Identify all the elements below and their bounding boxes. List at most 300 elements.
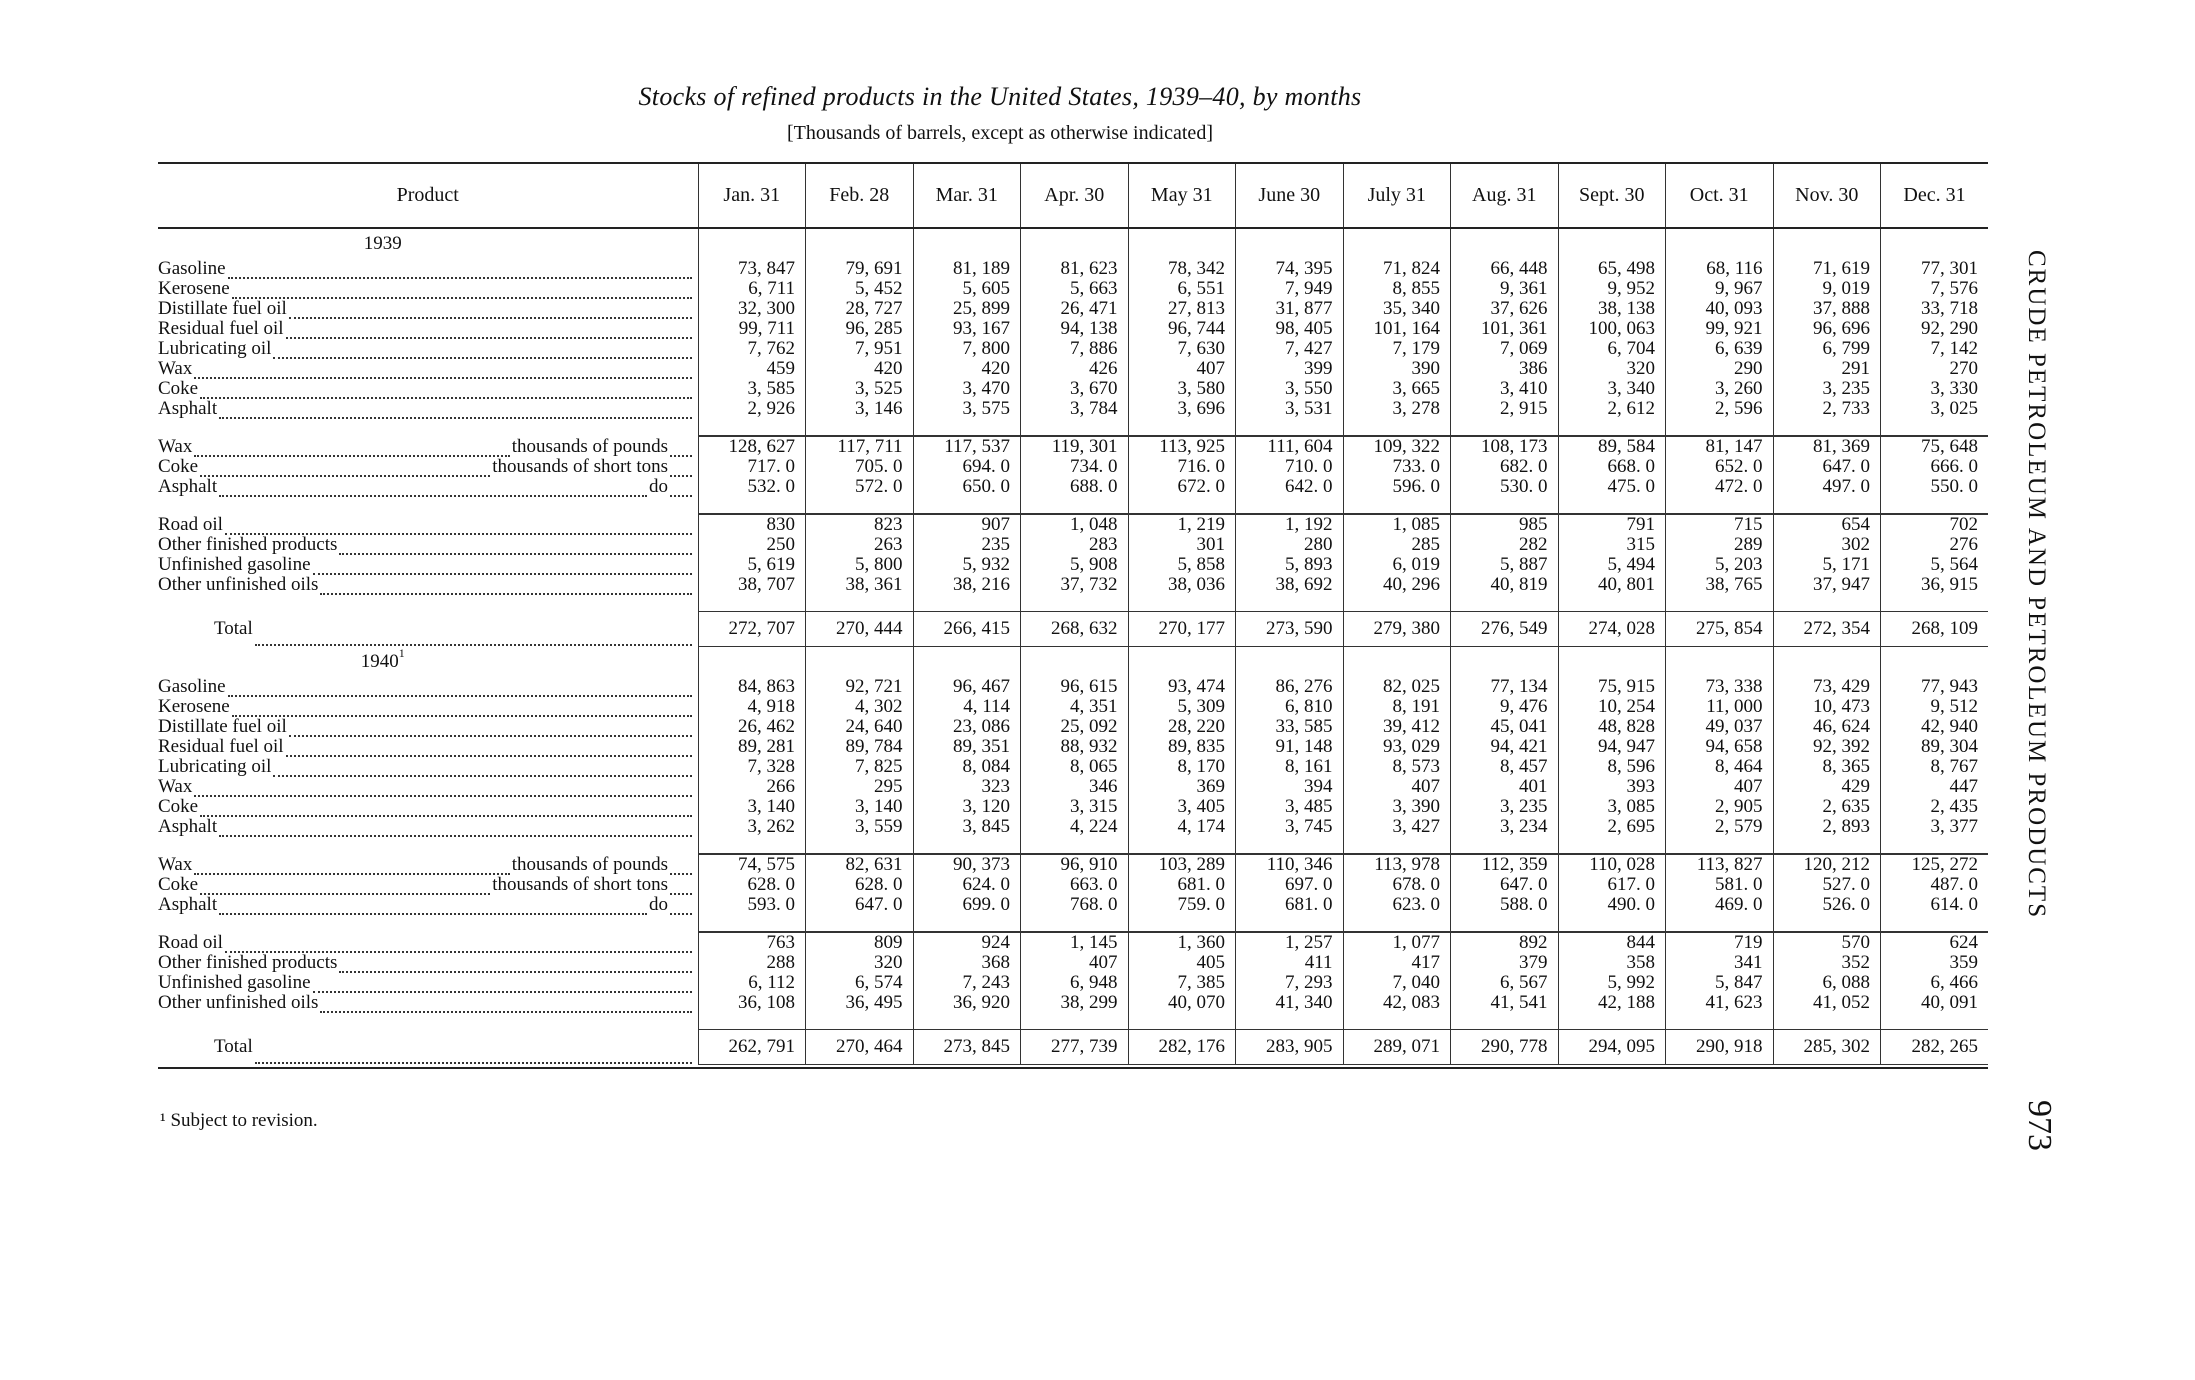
value-cell: 715 bbox=[1666, 514, 1774, 535]
year-row bbox=[158, 647, 1988, 678]
product-name: Lubricating oil bbox=[158, 757, 272, 777]
value-cell: 40, 819 bbox=[1451, 575, 1559, 595]
value-cell: 642. 0 bbox=[1236, 477, 1344, 497]
row-label bbox=[158, 973, 694, 993]
spacer-row bbox=[158, 915, 1988, 932]
product-name: Kerosene bbox=[158, 279, 230, 299]
empty-cell bbox=[1666, 915, 1774, 932]
column-header-month: June 30 bbox=[1236, 163, 1344, 228]
row-label bbox=[158, 379, 694, 399]
empty-cell bbox=[1128, 228, 1236, 259]
empty-cell bbox=[698, 595, 806, 612]
empty-cell bbox=[1021, 915, 1129, 932]
value-cell: 581. 0 bbox=[1666, 875, 1774, 895]
value-cell: 6, 799 bbox=[1773, 339, 1881, 359]
value-cell: 617. 0 bbox=[1558, 875, 1666, 895]
empty-cell bbox=[1451, 595, 1559, 612]
value-cell: 86, 276 bbox=[1236, 677, 1344, 697]
value-cell: 94, 421 bbox=[1451, 737, 1559, 757]
value-cell: 628. 0 bbox=[806, 875, 914, 895]
value-cell: 678. 0 bbox=[1343, 875, 1451, 895]
value-cell: 3, 085 bbox=[1558, 797, 1666, 817]
value-cell: 411 bbox=[1236, 953, 1344, 973]
leader-dots bbox=[219, 404, 692, 419]
empty-cell bbox=[1881, 1013, 1989, 1030]
value-cell: 46, 624 bbox=[1773, 717, 1881, 737]
empty-cell bbox=[1343, 915, 1451, 932]
value-cell: 302 bbox=[1773, 535, 1881, 555]
total-value-cell: 268, 632 bbox=[1021, 612, 1129, 647]
value-cell: 89, 351 bbox=[913, 737, 1021, 757]
value-cell: 530. 0 bbox=[1451, 477, 1559, 497]
leader-dots bbox=[313, 978, 692, 993]
value-cell: 290 bbox=[1666, 359, 1774, 379]
value-cell: 3, 665 bbox=[1343, 379, 1451, 399]
leader-dots bbox=[228, 264, 692, 279]
value-cell: 7, 040 bbox=[1343, 973, 1451, 993]
value-cell: 93, 474 bbox=[1128, 677, 1236, 697]
row-label bbox=[158, 993, 694, 1013]
row-label bbox=[158, 535, 694, 555]
value-cell: 6, 019 bbox=[1343, 555, 1451, 575]
value-cell: 369 bbox=[1128, 777, 1236, 797]
unit-label: do bbox=[649, 477, 668, 497]
empty-cell bbox=[913, 497, 1021, 514]
empty-cell bbox=[1021, 419, 1129, 436]
value-cell: 1, 360 bbox=[1128, 932, 1236, 953]
year-label bbox=[158, 647, 698, 678]
value-cell: 717. 0 bbox=[698, 457, 806, 477]
value-cell: 73, 847 bbox=[698, 259, 806, 279]
value-cell: 92, 721 bbox=[806, 677, 914, 697]
value-cell: 668. 0 bbox=[1558, 457, 1666, 477]
value-cell: 37, 732 bbox=[1021, 575, 1129, 595]
value-cell: 266 bbox=[698, 777, 806, 797]
leader-dots bbox=[670, 880, 692, 895]
value-cell: 7, 825 bbox=[806, 757, 914, 777]
product-name: Residual fuel oil bbox=[158, 319, 284, 339]
value-cell: 407 bbox=[1666, 777, 1774, 797]
value-cell: 390 bbox=[1343, 359, 1451, 379]
value-cell: 111, 604 bbox=[1236, 436, 1344, 457]
value-cell: 694. 0 bbox=[913, 457, 1021, 477]
value-cell: 7, 949 bbox=[1236, 279, 1344, 299]
value-cell: 844 bbox=[1558, 932, 1666, 953]
leader-dots bbox=[194, 782, 692, 797]
product-name: Coke bbox=[158, 797, 199, 817]
column-header-month: Sept. 30 bbox=[1558, 163, 1666, 228]
value-cell: 2, 733 bbox=[1773, 399, 1881, 419]
leader-dots bbox=[200, 880, 490, 895]
row-label bbox=[158, 697, 694, 717]
value-cell: 110, 028 bbox=[1558, 854, 1666, 875]
value-cell: 469. 0 bbox=[1666, 895, 1774, 915]
value-cell: 4, 351 bbox=[1021, 697, 1129, 717]
bottom-rule-row bbox=[158, 1065, 1988, 1069]
product-name: Asphalt bbox=[158, 399, 218, 419]
value-cell: 3, 405 bbox=[1128, 797, 1236, 817]
empty-cell bbox=[1128, 647, 1236, 678]
empty-cell bbox=[806, 497, 914, 514]
value-cell: 99, 711 bbox=[698, 319, 806, 339]
value-cell: 3, 377 bbox=[1881, 817, 1989, 837]
value-cell: 81, 189 bbox=[913, 259, 1021, 279]
value-cell: 74, 395 bbox=[1236, 259, 1344, 279]
leader-dots bbox=[200, 384, 692, 399]
value-cell: 593. 0 bbox=[698, 895, 806, 915]
value-cell: 81, 369 bbox=[1773, 436, 1881, 457]
column-header-product: Product bbox=[158, 163, 698, 228]
page-number: 973 bbox=[2021, 1100, 2058, 1151]
empty-cell bbox=[1021, 647, 1129, 678]
value-cell: 475. 0 bbox=[1558, 477, 1666, 497]
product-name: Coke bbox=[158, 457, 199, 477]
empty-cell bbox=[1128, 1065, 1236, 1069]
empty-cell bbox=[806, 837, 914, 854]
value-cell: 2, 596 bbox=[1666, 399, 1774, 419]
table-row bbox=[158, 477, 1988, 497]
row-label bbox=[158, 515, 694, 535]
value-cell: 9, 967 bbox=[1666, 279, 1774, 299]
value-cell: 393 bbox=[1558, 777, 1666, 797]
unit-label: do bbox=[649, 895, 668, 915]
empty-cell bbox=[1021, 837, 1129, 854]
value-cell: 5, 171 bbox=[1773, 555, 1881, 575]
value-cell: 25, 092 bbox=[1021, 717, 1129, 737]
value-cell: 472. 0 bbox=[1666, 477, 1774, 497]
empty-cell bbox=[1773, 647, 1881, 678]
row-label bbox=[158, 339, 694, 359]
value-cell: 4, 224 bbox=[1021, 817, 1129, 837]
value-cell: 3, 146 bbox=[806, 399, 914, 419]
total-row bbox=[158, 1030, 1988, 1065]
value-cell: 429 bbox=[1773, 777, 1881, 797]
value-cell: 2, 612 bbox=[1558, 399, 1666, 419]
value-cell: 98, 405 bbox=[1236, 319, 1344, 339]
value-cell: 3, 410 bbox=[1451, 379, 1559, 399]
product-name: Unfinished gasoline bbox=[158, 973, 311, 993]
value-cell: 352 bbox=[1773, 953, 1881, 973]
value-cell: 420 bbox=[913, 359, 1021, 379]
product-name: Kerosene bbox=[158, 697, 230, 717]
table-row bbox=[158, 993, 1988, 1013]
empty-cell bbox=[1773, 228, 1881, 259]
table-row bbox=[158, 797, 1988, 817]
empty-cell bbox=[1021, 1013, 1129, 1030]
product-name: Asphalt bbox=[158, 817, 218, 837]
leader-dots bbox=[194, 860, 509, 875]
row-label bbox=[158, 855, 694, 875]
empty-cell bbox=[806, 228, 914, 259]
value-cell: 24, 640 bbox=[806, 717, 914, 737]
value-cell: 3, 120 bbox=[913, 797, 1021, 817]
product-name: Asphalt bbox=[158, 895, 218, 915]
empty-cell bbox=[158, 837, 698, 854]
total-value-cell: 279, 380 bbox=[1343, 612, 1451, 647]
product-cell bbox=[158, 359, 698, 379]
value-cell: 7, 427 bbox=[1236, 339, 1344, 359]
empty-cell bbox=[1666, 419, 1774, 436]
row-label bbox=[158, 555, 694, 575]
empty-cell bbox=[1558, 595, 1666, 612]
leader-dots bbox=[286, 742, 692, 757]
product-name: Other finished products bbox=[158, 953, 338, 973]
empty-cell bbox=[698, 915, 806, 932]
value-cell: 572. 0 bbox=[806, 477, 914, 497]
empty-cell bbox=[1343, 1013, 1451, 1030]
table-row bbox=[158, 757, 1988, 777]
leader-dots bbox=[232, 284, 692, 299]
leader-dots bbox=[339, 958, 692, 973]
empty-cell bbox=[806, 647, 914, 678]
value-cell: 628. 0 bbox=[698, 875, 806, 895]
empty-cell bbox=[1343, 595, 1451, 612]
value-cell: 96, 696 bbox=[1773, 319, 1881, 339]
empty-cell bbox=[1343, 837, 1451, 854]
value-cell: 830 bbox=[698, 514, 806, 535]
value-cell: 702 bbox=[1881, 514, 1989, 535]
value-cell: 36, 108 bbox=[698, 993, 806, 1013]
table-row bbox=[158, 379, 1988, 399]
value-cell: 291 bbox=[1773, 359, 1881, 379]
product-name: Gasoline bbox=[158, 259, 226, 279]
value-cell: 763 bbox=[698, 932, 806, 953]
total-value-cell: 270, 444 bbox=[806, 612, 914, 647]
product-name: Lubricating oil bbox=[158, 339, 272, 359]
value-cell: 907 bbox=[913, 514, 1021, 535]
value-cell: 672. 0 bbox=[1128, 477, 1236, 497]
row-label bbox=[214, 612, 694, 646]
leader-dots bbox=[200, 802, 692, 817]
empty-cell bbox=[806, 595, 914, 612]
product-cell bbox=[158, 777, 698, 797]
empty-cell bbox=[1451, 1065, 1559, 1069]
value-cell: 77, 301 bbox=[1881, 259, 1989, 279]
empty-cell bbox=[1236, 1065, 1344, 1069]
spacer-row bbox=[158, 1013, 1988, 1030]
value-cell: 84, 863 bbox=[698, 677, 806, 697]
total-value-cell: 285, 302 bbox=[1773, 1030, 1881, 1065]
product-cell bbox=[158, 514, 698, 535]
empty-cell bbox=[1558, 419, 1666, 436]
empty-cell bbox=[1558, 915, 1666, 932]
row-label bbox=[158, 477, 694, 497]
table-row bbox=[158, 854, 1988, 875]
row-label bbox=[158, 817, 694, 837]
value-cell: 5, 908 bbox=[1021, 555, 1129, 575]
value-cell: 359 bbox=[1881, 953, 1989, 973]
empty-cell bbox=[913, 1065, 1021, 1069]
value-cell: 3, 278 bbox=[1343, 399, 1451, 419]
footnote: ¹ Subject to revision. bbox=[160, 1110, 318, 1131]
value-cell: 94, 947 bbox=[1558, 737, 1666, 757]
value-cell: 45, 041 bbox=[1451, 717, 1559, 737]
value-cell: 9, 019 bbox=[1773, 279, 1881, 299]
value-cell: 36, 920 bbox=[913, 993, 1021, 1013]
column-header-month: Feb. 28 bbox=[806, 163, 914, 228]
value-cell: 113, 925 bbox=[1128, 436, 1236, 457]
value-cell: 6, 704 bbox=[1558, 339, 1666, 359]
empty-cell bbox=[1236, 419, 1344, 436]
value-cell: 550. 0 bbox=[1881, 477, 1989, 497]
table-row bbox=[158, 737, 1988, 757]
total-value-cell: 276, 549 bbox=[1451, 612, 1559, 647]
year-row bbox=[158, 228, 1988, 259]
total-value-cell: 289, 071 bbox=[1343, 1030, 1451, 1065]
value-cell: 1, 257 bbox=[1236, 932, 1344, 953]
leader-dots bbox=[670, 482, 692, 497]
value-cell: 42, 940 bbox=[1881, 717, 1989, 737]
value-cell: 532. 0 bbox=[698, 477, 806, 497]
value-cell: 666. 0 bbox=[1881, 457, 1989, 477]
product-cell bbox=[158, 973, 698, 993]
value-cell: 11, 000 bbox=[1666, 697, 1774, 717]
column-header-month: Oct. 31 bbox=[1666, 163, 1774, 228]
value-cell: 81, 623 bbox=[1021, 259, 1129, 279]
value-cell: 119, 301 bbox=[1021, 436, 1129, 457]
value-cell: 5, 932 bbox=[913, 555, 1021, 575]
leader-dots bbox=[289, 304, 692, 319]
table-row bbox=[158, 399, 1988, 419]
empty-cell bbox=[1451, 1013, 1559, 1030]
value-cell: 235 bbox=[913, 535, 1021, 555]
value-cell: 8, 191 bbox=[1343, 697, 1451, 717]
value-cell: 4, 918 bbox=[698, 697, 806, 717]
value-cell: 3, 696 bbox=[1128, 399, 1236, 419]
row-label bbox=[158, 933, 694, 953]
value-cell: 38, 299 bbox=[1021, 993, 1129, 1013]
total-value-cell: 277, 739 bbox=[1021, 1030, 1129, 1065]
value-cell: 41, 541 bbox=[1451, 993, 1559, 1013]
unit-label: thousands of pounds bbox=[511, 436, 668, 457]
value-cell: 89, 835 bbox=[1128, 737, 1236, 757]
empty-cell bbox=[1021, 497, 1129, 514]
empty-cell bbox=[1343, 1065, 1451, 1069]
value-cell: 263 bbox=[806, 535, 914, 555]
value-cell: 3, 525 bbox=[806, 379, 914, 399]
table-row bbox=[158, 555, 1988, 575]
empty-cell bbox=[1558, 228, 1666, 259]
empty-cell bbox=[1773, 1065, 1881, 1069]
value-cell: 96, 467 bbox=[913, 677, 1021, 697]
value-cell: 3, 745 bbox=[1236, 817, 1344, 837]
value-cell: 624 bbox=[1881, 932, 1989, 953]
value-cell: 924 bbox=[913, 932, 1021, 953]
empty-cell bbox=[1128, 595, 1236, 612]
value-cell: 90, 373 bbox=[913, 854, 1021, 875]
table-row bbox=[158, 677, 1988, 697]
empty-cell bbox=[1773, 915, 1881, 932]
column-header-month: Apr. 30 bbox=[1021, 163, 1129, 228]
value-cell: 985 bbox=[1451, 514, 1559, 535]
value-cell: 3, 340 bbox=[1558, 379, 1666, 399]
value-cell: 8, 065 bbox=[1021, 757, 1129, 777]
row-label bbox=[158, 757, 694, 777]
value-cell: 26, 471 bbox=[1021, 299, 1129, 319]
value-cell: 41, 340 bbox=[1236, 993, 1344, 1013]
product-cell bbox=[158, 436, 698, 457]
value-cell: 3, 427 bbox=[1343, 817, 1451, 837]
value-cell: 8, 161 bbox=[1236, 757, 1344, 777]
value-cell: 282 bbox=[1451, 535, 1559, 555]
empty-cell bbox=[913, 647, 1021, 678]
value-cell: 3, 234 bbox=[1451, 817, 1559, 837]
value-cell: 734. 0 bbox=[1021, 457, 1129, 477]
empty-cell bbox=[1236, 595, 1344, 612]
value-cell: 89, 584 bbox=[1558, 436, 1666, 457]
row-label bbox=[158, 677, 694, 697]
value-cell: 4, 302 bbox=[806, 697, 914, 717]
value-cell: 31, 877 bbox=[1236, 299, 1344, 319]
empty-cell bbox=[1343, 647, 1451, 678]
empty-cell bbox=[1451, 419, 1559, 436]
leader-dots bbox=[255, 631, 692, 646]
empty-cell bbox=[913, 837, 1021, 854]
empty-cell bbox=[698, 647, 806, 678]
row-label bbox=[158, 875, 694, 895]
value-cell: 35, 340 bbox=[1343, 299, 1451, 319]
table-row bbox=[158, 875, 1988, 895]
row-label bbox=[158, 777, 694, 797]
empty-cell bbox=[1666, 228, 1774, 259]
value-cell: 77, 134 bbox=[1451, 677, 1559, 697]
value-cell: 315 bbox=[1558, 535, 1666, 555]
value-cell: 36, 915 bbox=[1881, 575, 1989, 595]
value-cell: 81, 147 bbox=[1666, 436, 1774, 457]
empty-cell bbox=[806, 915, 914, 932]
value-cell: 92, 290 bbox=[1881, 319, 1989, 339]
product-name: Residual fuel oil bbox=[158, 737, 284, 757]
value-cell: 697. 0 bbox=[1236, 875, 1344, 895]
value-cell: 407 bbox=[1128, 359, 1236, 379]
value-cell: 101, 361 bbox=[1451, 319, 1559, 339]
table-row bbox=[158, 457, 1988, 477]
product-cell bbox=[158, 379, 698, 399]
value-cell: 8, 464 bbox=[1666, 757, 1774, 777]
value-cell: 3, 140 bbox=[806, 797, 914, 817]
value-cell: 320 bbox=[806, 953, 914, 973]
value-cell: 596. 0 bbox=[1343, 477, 1451, 497]
value-cell: 113, 827 bbox=[1666, 854, 1774, 875]
value-cell: 2, 435 bbox=[1881, 797, 1989, 817]
value-cell: 103, 289 bbox=[1128, 854, 1236, 875]
value-cell: 38, 361 bbox=[806, 575, 914, 595]
value-cell: 7, 243 bbox=[913, 973, 1021, 993]
empty-cell bbox=[913, 1013, 1021, 1030]
empty-cell bbox=[158, 419, 698, 436]
empty-cell bbox=[1773, 1013, 1881, 1030]
value-cell: 3, 140 bbox=[698, 797, 806, 817]
product-name: Unfinished gasoline bbox=[158, 555, 311, 575]
value-cell: 5, 800 bbox=[806, 555, 914, 575]
value-cell: 6, 567 bbox=[1451, 973, 1559, 993]
product-cell bbox=[158, 737, 698, 757]
product-name: Road oil bbox=[158, 932, 223, 953]
empty-cell bbox=[1236, 837, 1344, 854]
value-cell: 4, 114 bbox=[913, 697, 1021, 717]
value-cell: 93, 167 bbox=[913, 319, 1021, 339]
value-cell: 5, 605 bbox=[913, 279, 1021, 299]
table-title: Stocks of refined products in the United States, 1939–40, by months bbox=[638, 82, 1362, 111]
empty-cell bbox=[806, 419, 914, 436]
value-cell: 3, 585 bbox=[698, 379, 806, 399]
value-cell: 7, 762 bbox=[698, 339, 806, 359]
value-cell: 25, 899 bbox=[913, 299, 1021, 319]
product-cell bbox=[158, 399, 698, 419]
empty-cell bbox=[1881, 915, 1989, 932]
leader-dots bbox=[225, 938, 692, 953]
column-header-month: May 31 bbox=[1128, 163, 1236, 228]
